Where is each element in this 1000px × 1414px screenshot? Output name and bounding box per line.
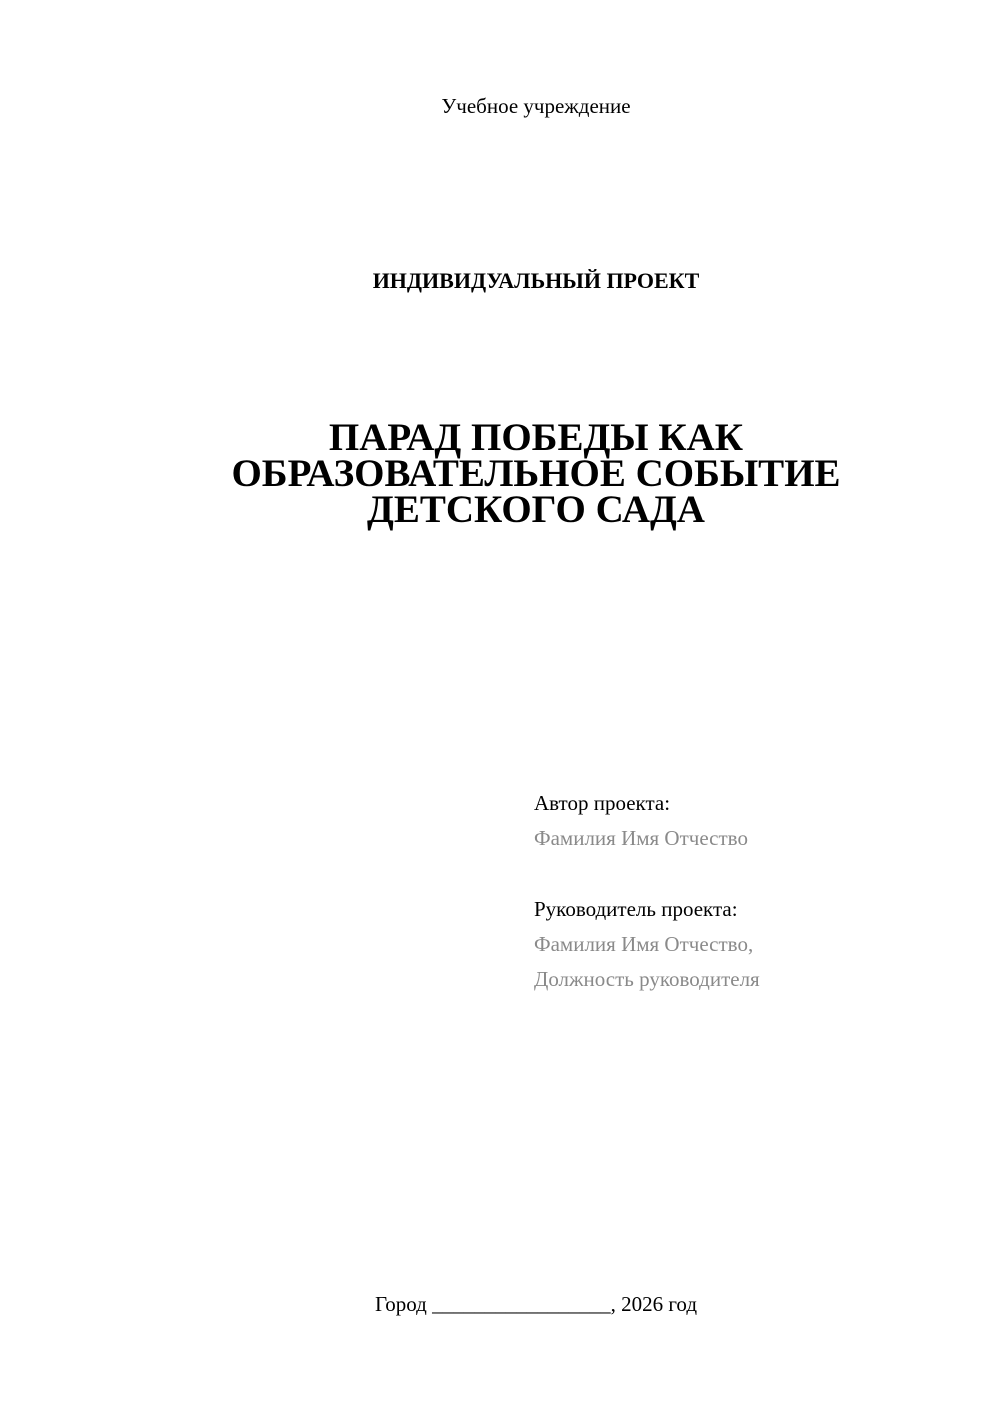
year-text: , 2026 год: [610, 1292, 698, 1316]
author-label: Автор проекта:: [534, 791, 671, 815]
supervisor-position-placeholder: Должность руководителя: [534, 967, 760, 991]
supervisor-name-placeholder: Фамилия Имя Отчество,: [534, 932, 754, 956]
city-label: Город: [374, 1292, 427, 1316]
project-type-heading: ИНДИВИДУАЛЬНЫЙ ПРОЕКТ: [372, 268, 700, 293]
city-blank-line: _________________: [432, 1292, 611, 1316]
institution-name: Учебное учреждение: [441, 94, 631, 118]
author-block: [534, 786, 748, 856]
project-title: [0, 416, 1000, 531]
project-title-line-3: ДЕТСКОГО САДА: [367, 488, 705, 531]
project-title-line-1: ПАРАД ПОБЕДЫ КАК: [328, 416, 744, 459]
supervisor-block: [534, 892, 760, 997]
footer-city-year: [0, 1289, 1000, 1319]
project-title-line-2: ОБРАЗОВАТЕЛЬНОЕ СОБЫТИЕ: [231, 452, 841, 495]
supervisor-label: Руководитель проекта:: [534, 897, 738, 921]
author-name-placeholder: Фамилия Имя Отчество: [534, 826, 748, 850]
